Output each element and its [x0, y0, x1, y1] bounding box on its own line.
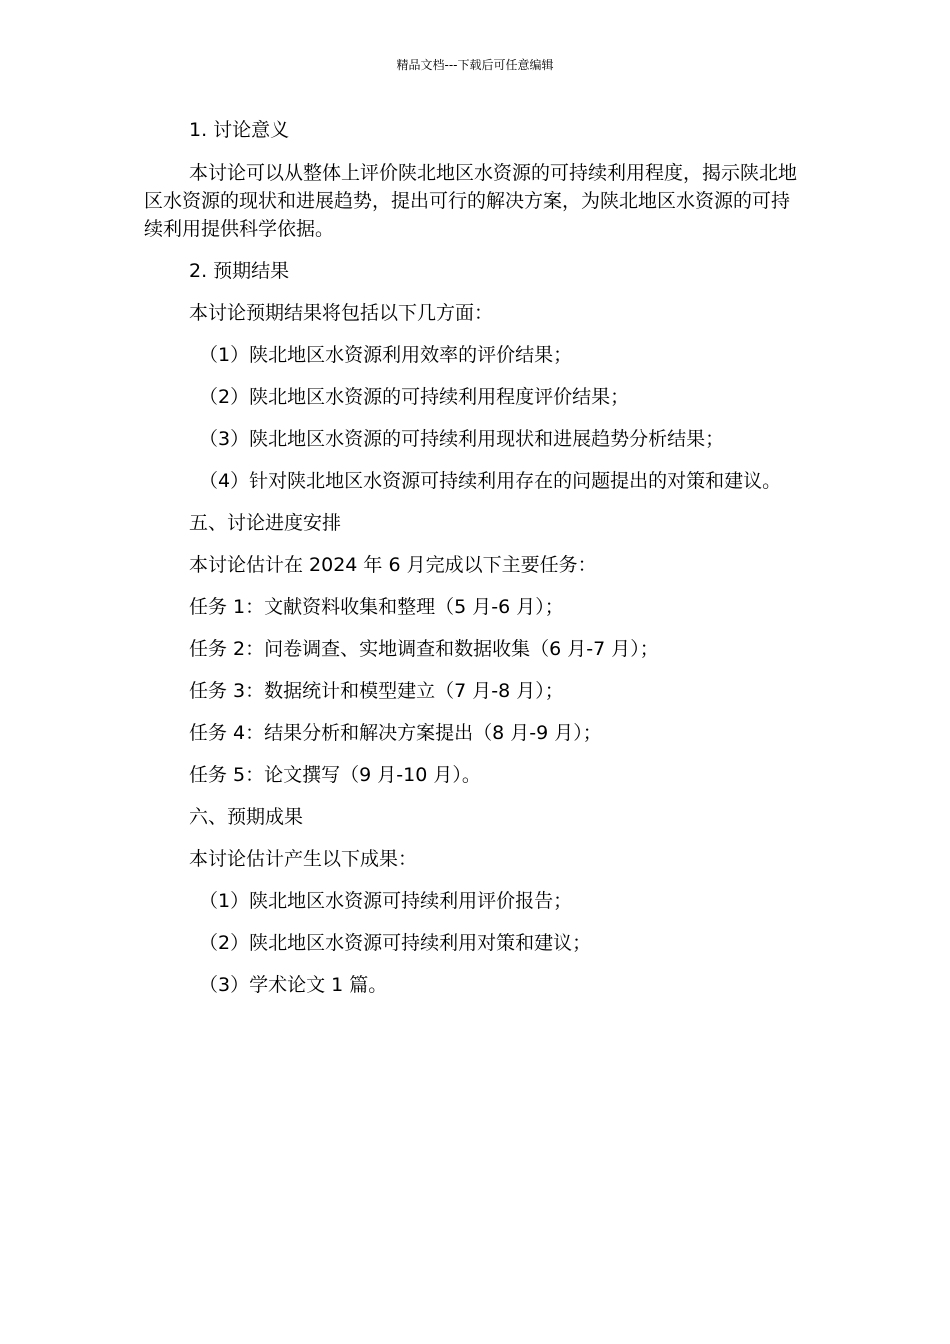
schedule-intro: 本讨论估计在 2024 年 6 月完成以下主要任务：	[189, 554, 597, 576]
expected-results-intro: 本讨论预期结果将包括以下几方面：	[189, 302, 494, 324]
expected-result-item: （1）陕北地区水资源利用效率的评价结果；	[199, 344, 573, 366]
significance-paragraph: 本讨论可以从整体上评价陕北地区水资源的可持续利用程度，揭示陕北地区水资源的现状和进展趋势，提出可行的解决方案，为陕北地区水资源的可持续利用提供科学依据。	[144, 162, 798, 240]
outcome-item: （2）陕北地区水资源可持续利用对策和建议；	[199, 932, 592, 954]
schedule-task: 任务 5：论文撰写（9 月-10 月）。	[189, 764, 481, 786]
outcome-item: （3）学术论文 1 篇。	[199, 974, 388, 996]
expected-results-heading: 2. 预期结果	[189, 260, 290, 282]
outcomes-intro: 本讨论估计产生以下成果：	[189, 848, 418, 870]
schedule-task: 任务 3：数据统计和模型建立（7 月-8 月）；	[189, 680, 564, 702]
outcomes-heading: 六、预期成果	[189, 806, 304, 828]
expected-result-item: （3）陕北地区水资源的可持续利用现状和进展趋势分析结果；	[199, 428, 725, 450]
schedule-task: 任务 4：结果分析和解决方案提出（8 月-9 月）；	[189, 722, 602, 744]
significance-heading: 1. 讨论意义	[189, 119, 290, 141]
schedule-heading: 五、讨论进度安排	[189, 512, 342, 534]
schedule-task: 任务 1：文献资料收集和整理（5 月-6 月）；	[189, 596, 564, 618]
expected-result-item: （4）针对陕北地区水资源可持续利用存在的问题提出的对策和建议。	[199, 470, 782, 492]
expected-result-item: （2）陕北地区水资源的可持续利用程度评价结果；	[199, 386, 630, 408]
document-body	[144, 117, 834, 1014]
page-header: 精品文档---下载后可任意编辑	[396, 58, 554, 72]
outcome-item: （1）陕北地区水资源可持续利用评价报告；	[199, 890, 573, 912]
schedule-task: 任务 2：问卷调查、实地调查和数据收集（6 月-7 月）；	[189, 638, 659, 660]
